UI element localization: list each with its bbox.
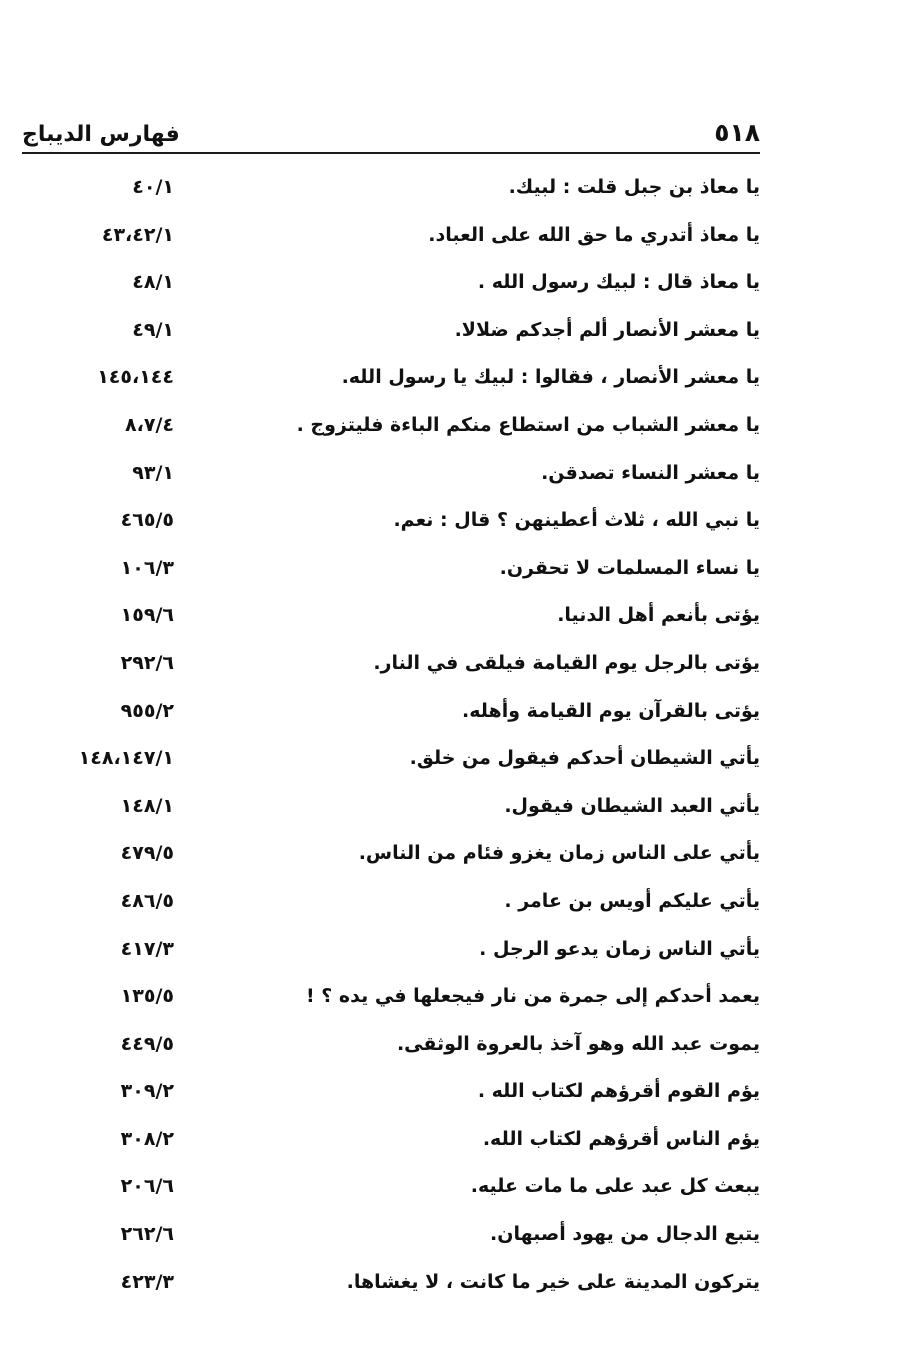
index-entry [0,834,902,882]
index-entry [0,1072,902,1120]
index-entry [0,406,902,454]
volume-page-ref: ٩٥٥/٢ [120,699,174,722]
index-entries-list [0,168,902,1310]
hadith-text: يا معشر الأنصار ، فقالوا : لبيك يا رسول الله. [341,366,760,389]
volume-page-ref: ٢٠٦/٦ [120,1175,174,1198]
volume-page-ref: ٢٦٢/٦ [120,1223,174,1246]
hadith-text: يأتي عليكم أويس بن عامر . [504,889,760,912]
volume-page-ref: ٤٢٣/٣ [120,1270,174,1293]
volume-page-ref: ٤٧٩/٥ [120,842,174,865]
hadith-text: يا معاذ بن جبل قلت : لبيك. [508,176,760,198]
hadith-text: يا معشر النساء تصدقن. [541,461,760,484]
volume-page-ref: ١٤٨،١٤٧/١ [78,747,174,770]
hadith-text: يا معاذ أتدري ما حق الله على العباد. [428,223,760,246]
index-entry [0,1263,902,1311]
hadith-text: يؤتى بالقرآن يوم القيامة وأهله. [462,699,760,722]
index-entry [0,1215,902,1263]
index-entry [0,358,902,406]
index-entry [0,977,902,1025]
hadith-text: يا نساء المسلمات لا تحقرن. [499,556,760,579]
hadith-text: يؤم القوم أقرؤهم لكتاب الله . [477,1080,760,1103]
index-entry [0,596,902,644]
volume-page-ref: ٤٤٩/٥ [120,1032,174,1055]
index-entry [0,168,902,216]
hadith-text: يأتي الشيطان أحدكم فيقول من خلق. [409,747,760,770]
index-entry [0,787,902,835]
page-number: ٥١٨ [714,118,760,147]
hadith-text: يعمد أحدكم إلى جمرة من نار فيجعلها في يده ؟ ! [306,985,760,1008]
hadith-text: يا معشر الشباب من استطاع منكم الباءة فليتزوج . [296,413,760,436]
index-entry [0,739,902,787]
volume-page-ref: ١٠٦/٣ [120,556,174,579]
hadith-text: يؤتى بأنعم أهل الدنيا. [557,604,760,627]
hadith-text: يتركون المدينة على خير ما كانت ، لا يغشاها. [346,1270,760,1293]
index-entry [0,882,902,930]
volume-page-ref: ١٤٨/١ [120,794,174,817]
volume-page-ref: ١٥٩/٦ [120,604,174,627]
index-entry [0,263,902,311]
volume-page-ref: ١٤٥،١٤٤ [97,366,174,389]
volume-page-ref: ٤٦٥/٥ [120,509,174,532]
book-title: فهارس الديباج [22,122,180,147]
volume-page-ref: ٩٣/١ [132,461,174,484]
hadith-text: يأتي على الناس زمان يغزو فئام من الناس. [358,842,760,865]
hadith-text: يموت عبد الله وهو آخذ بالعروة الوثقى. [396,1032,760,1055]
volume-page-ref: ٤٨٦/٥ [120,889,174,912]
index-entry [0,1025,902,1073]
volume-page-ref: ١٣٥/٥ [120,985,174,1008]
volume-page-ref: ٤١٧/٣ [120,937,174,960]
volume-page-ref: ٤٩/١ [132,318,174,341]
hadith-text: يتبع الدجال من يهود أصبهان. [490,1223,760,1246]
index-entry [0,501,902,549]
hadith-text: يأتي الناس زمان يدعو الرجل . [479,937,760,960]
hadith-text: يؤتى بالرجل يوم القيامة فيلقى في النار. [373,651,760,674]
page-header [22,118,760,154]
index-entry [0,216,902,264]
index-entry [0,930,902,978]
index-entry [0,1120,902,1168]
index-entry [0,549,902,597]
hadith-text: يؤم الناس أقرؤهم لكتاب الله. [482,1127,760,1150]
index-entry [0,311,902,359]
hadith-text: يبعث كل عبد على ما مات عليه. [470,1175,760,1198]
index-entry [0,1167,902,1215]
volume-page-ref: ٨،٧/٤ [125,413,174,436]
volume-page-ref: ٤٨/١ [132,271,174,294]
volume-page-ref: ٣٠٩/٢ [120,1080,174,1103]
volume-page-ref: ٢٩٢/٦ [120,651,174,674]
index-entry [0,454,902,502]
hadith-text: يا معاذ قال : لبيك رسول الله . [477,271,760,294]
index-entry [0,692,902,740]
volume-page-ref: ٤٣،٤٢/١ [101,223,174,246]
volume-page-ref: ٣٠٨/٢ [120,1127,174,1150]
hadith-text: يا نبي الله ، ثلاث أعطينهن ؟ قال : نعم. [393,509,760,532]
hadith-text: يأتي العبد الشيطان فيقول. [504,794,760,817]
index-entry [0,644,902,692]
volume-page-ref: ٤٠/١ [132,176,174,198]
hadith-text: يا معشر الأنصار ألم أجدكم ضلالا. [454,318,760,341]
